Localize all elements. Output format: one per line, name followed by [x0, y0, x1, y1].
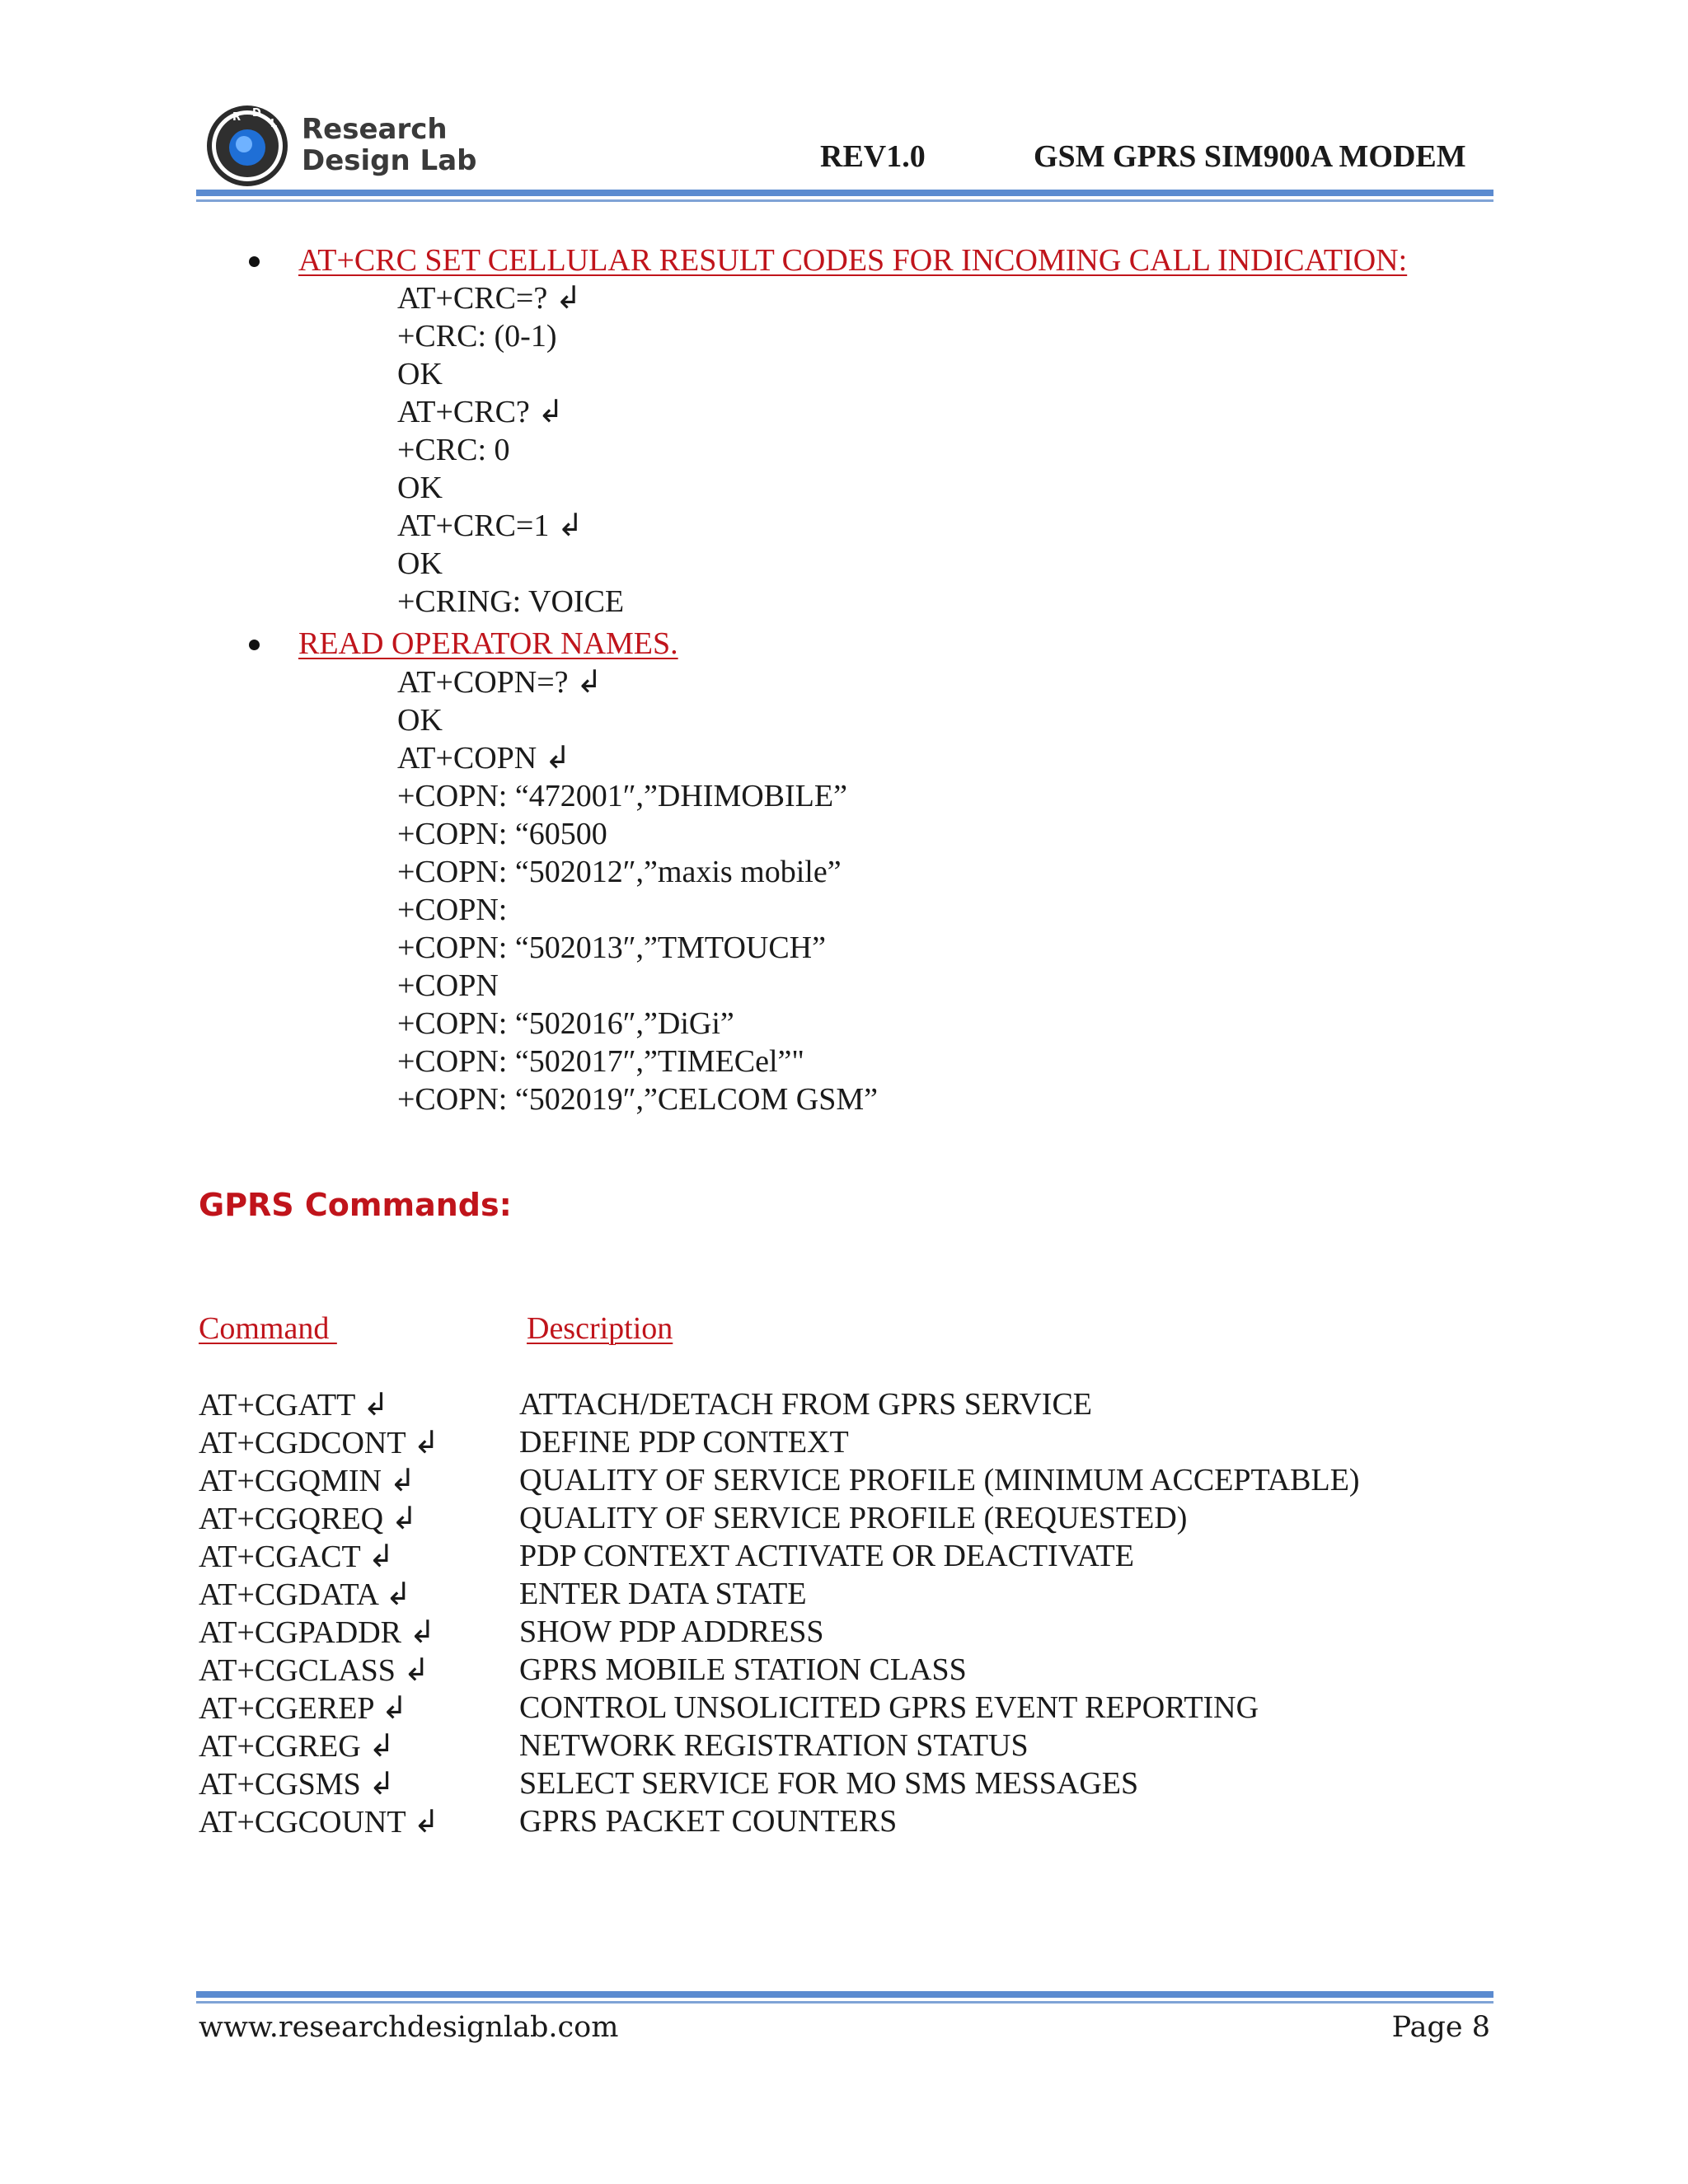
code-line: AT+CRC=1 ↲ [397, 509, 584, 543]
description-cell: DEFINE PDP CONTEXT [519, 1425, 849, 1460]
footer-page-number: Page 8 [1391, 2011, 1490, 2044]
description-cell: GPRS MOBILE STATION CLASS [519, 1652, 967, 1687]
code-line: AT+COPN=? ↲ [397, 665, 603, 700]
command-cell: AT+CGDATA ↲ [199, 1577, 412, 1612]
table-row [0, 1386, 1688, 1424]
table-row [0, 1765, 1688, 1803]
section-heading-copn: READ OPERATOR NAMES. [298, 626, 678, 661]
code-line: +COPN: “60500 [397, 817, 607, 851]
code-line: +COPN: “502016″,”DiGi” [397, 1006, 734, 1041]
description-cell: ATTACH/DETACH FROM GPRS SERVICE [519, 1387, 1093, 1422]
command-cell: AT+CGREG ↲ [199, 1729, 396, 1764]
description-cell: QUALITY OF SERVICE PROFILE (MINIMUM ACCEPTABLE) [519, 1463, 1360, 1497]
bullet-dot [249, 256, 260, 267]
code-line: OK [397, 703, 443, 738]
column-header-command: Command [199, 1311, 337, 1346]
code-line: AT+CRC? ↲ [397, 395, 565, 429]
table-row [0, 1576, 1688, 1614]
code-line: OK [397, 357, 443, 391]
description-cell: ENTER DATA STATE [519, 1577, 807, 1611]
footer-divider-thick [196, 1991, 1493, 1998]
command-cell: AT+CGSMS ↲ [199, 1767, 396, 1802]
logo-text-research: Research [302, 113, 448, 146]
table-row [0, 1727, 1688, 1765]
code-line: +COPN: “502013″,”TMTOUCH” [397, 930, 826, 965]
header-divider-thin [196, 199, 1493, 202]
gprs-commands-title: GPRS Commands: [199, 1187, 512, 1223]
logo-text-design-lab: Design Lab [302, 144, 477, 177]
code-line: +COPN [397, 968, 499, 1003]
command-cell: AT+CGPADDR ↲ [199, 1615, 436, 1650]
code-line: +COPN: “472001″,”DHIMOBILE” [397, 779, 847, 813]
description-cell: SHOW PDP ADDRESS [519, 1615, 824, 1649]
research-design-lab-logo [204, 102, 493, 190]
code-line: +COPN: “502017″,”TIMECel”" [397, 1044, 804, 1079]
command-cell: AT+CGQMIN ↲ [199, 1464, 416, 1498]
description-cell: GPRS PACKET COUNTERS [519, 1804, 898, 1839]
logo-letter-l: L [270, 118, 278, 130]
code-line: +CRC: (0-1) [397, 319, 557, 354]
code-line: +CRC: 0 [397, 433, 510, 467]
code-line: AT+COPN ↲ [397, 741, 571, 776]
description-cell: SELECT SERVICE FOR MO SMS MESSAGES [519, 1766, 1139, 1801]
table-row [0, 1500, 1688, 1538]
code-line: OK [397, 546, 443, 581]
command-cell: AT+CGEREP ↲ [199, 1691, 408, 1726]
logo-letter-r: R [232, 111, 241, 124]
code-line: +COPN: “502012″,”maxis mobile” [397, 855, 842, 889]
column-header-description: Description [527, 1311, 673, 1346]
table-row [0, 1614, 1688, 1652]
command-cell: AT+CGDCONT ↲ [199, 1426, 440, 1460]
description-cell: QUALITY OF SERVICE PROFILE (REQUESTED) [519, 1501, 1188, 1535]
header-doc-title: GSM GPRS SIM900A MODEM [1034, 139, 1466, 174]
command-cell: AT+CGCLASS ↲ [199, 1653, 430, 1688]
command-cell: AT+CGQREQ ↲ [199, 1502, 418, 1536]
description-cell: PDP CONTEXT ACTIVATE OR DEACTIVATE [519, 1539, 1134, 1573]
code-line: +COPN: [397, 893, 508, 927]
command-cell: AT+CGACT ↲ [199, 1540, 395, 1574]
table-row [0, 1462, 1688, 1500]
logo-letter-d: D [252, 107, 261, 120]
table-row [0, 1803, 1688, 1841]
footer-divider-thin [196, 2001, 1493, 2004]
command-cell: AT+CGATT ↲ [199, 1388, 389, 1422]
code-line: AT+CRC=? ↲ [397, 281, 582, 316]
table-row [0, 1424, 1688, 1462]
table-row [0, 1538, 1688, 1576]
header-divider-thick [196, 190, 1493, 196]
table-row [0, 1690, 1688, 1727]
table-row [0, 1652, 1688, 1690]
description-cell: NETWORK REGISTRATION STATUS [519, 1728, 1029, 1763]
command-cell: AT+CGCOUNT ↲ [199, 1805, 440, 1840]
description-cell: CONTROL UNSOLICITED GPRS EVENT REPORTING [519, 1690, 1259, 1725]
bullet-dot [249, 640, 260, 650]
code-line: OK [397, 471, 443, 505]
code-line: +COPN: “502019″,”CELCOM GSM” [397, 1082, 878, 1117]
header-revision: REV1.0 [820, 139, 926, 174]
section-heading-crc: AT+CRC SET CELLULAR RESULT CODES FOR INCOMING CALL INDICATION: [298, 243, 1408, 278]
code-line: +CRING: VOICE [397, 584, 625, 619]
footer-website-url: www.researchdesignlab.com [199, 2011, 619, 2044]
